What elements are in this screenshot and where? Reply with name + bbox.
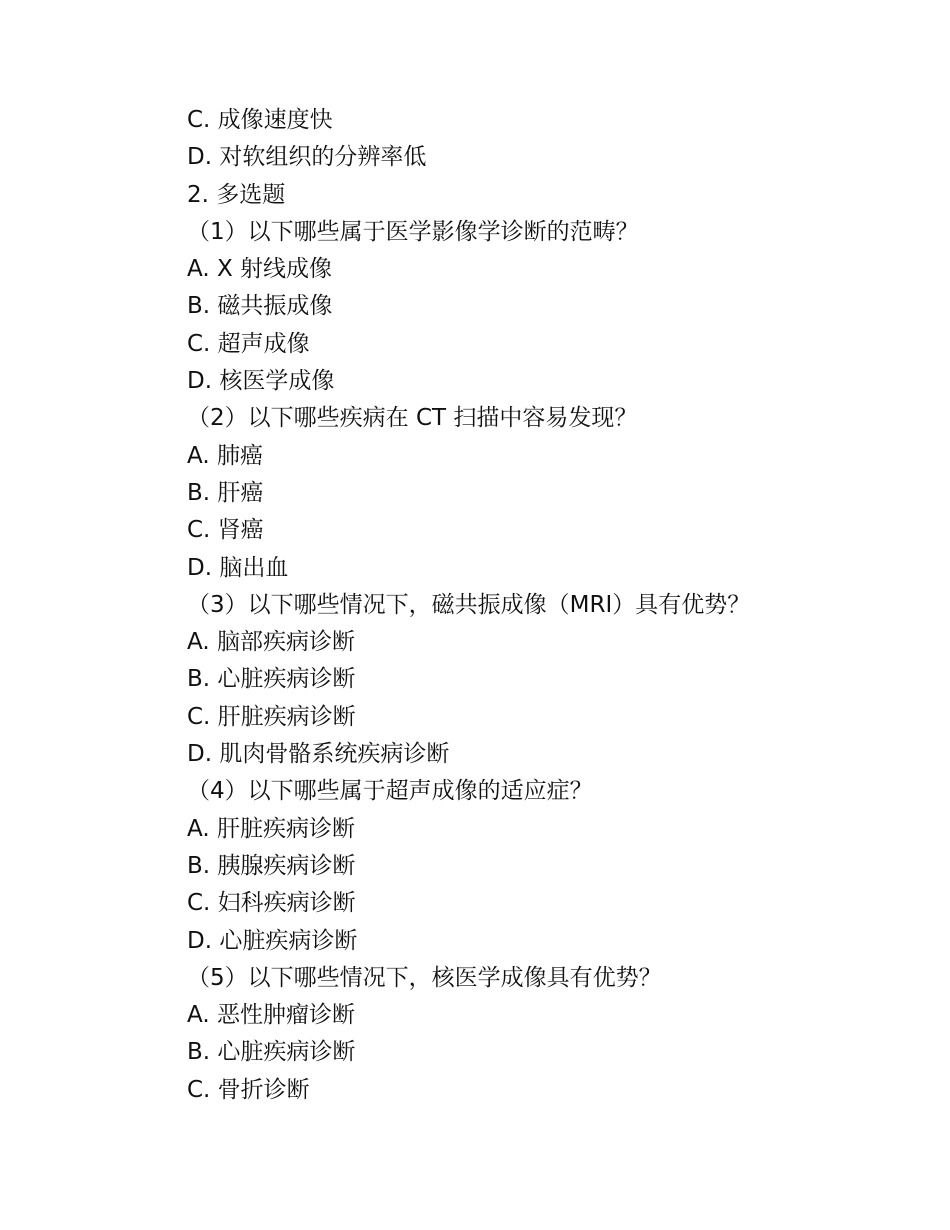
q3-option-b: B. 心脏疾病诊断 (187, 666, 356, 693)
q3-option-d: D. 肌肉骨骼系统疾病诊断 (187, 741, 450, 768)
q2-option-d: D. 脑出血 (187, 554, 289, 581)
option-d-line: D. 对软组织的分辨率低 (187, 144, 427, 171)
q5-option-c: C. 骨折诊断 (187, 1076, 310, 1103)
option-c-line: C. 成像速度快 (187, 107, 333, 133)
q5-option-a: A. 恶性肿瘤诊断 (187, 1002, 355, 1029)
q4-option-c: C. 妇科疾病诊断 (187, 890, 356, 917)
q5-option-b: B. 心脏疾病诊断 (187, 1039, 356, 1066)
question-1: （1）以下哪些属于医学影像学诊断的范畴？ (187, 218, 639, 245)
q1-option-b: B. 磁共振成像 (187, 293, 333, 320)
question-2: （2）以下哪些疾病在 CT 扫描中容易发现？ (187, 405, 638, 432)
question-list (187, 102, 887, 1109)
q1-option-a: A. X 射线成像 (187, 256, 333, 283)
section-heading: 2. 多选题 (187, 181, 286, 208)
q1-option-c: C. 超声成像 (187, 330, 310, 357)
q3-option-c: C. 肝脏疾病诊断 (187, 703, 356, 730)
q2-option-c: C. 肾癌 (187, 517, 264, 544)
question-4: （4）以下哪些属于超声成像的适应症？ (187, 778, 593, 805)
q4-option-a: A. 肝脏疾病诊断 (187, 815, 355, 842)
q2-option-a: A. 肺癌 (187, 442, 263, 469)
q4-option-d: D. 心脏疾病诊断 (187, 927, 358, 954)
q3-option-a: A. 脑部疾病诊断 (187, 629, 355, 656)
q4-option-b: B. 胰腺疾病诊断 (187, 852, 356, 879)
question-3: （3）以下哪些情况下，磁共振成像（MRI）具有优势？ (187, 591, 751, 618)
question-5: （5）以下哪些情况下，核医学成像具有优势？ (187, 964, 662, 991)
q1-option-d: D. 核医学成像 (187, 368, 335, 395)
q2-option-b: B. 肝癌 (187, 479, 264, 506)
